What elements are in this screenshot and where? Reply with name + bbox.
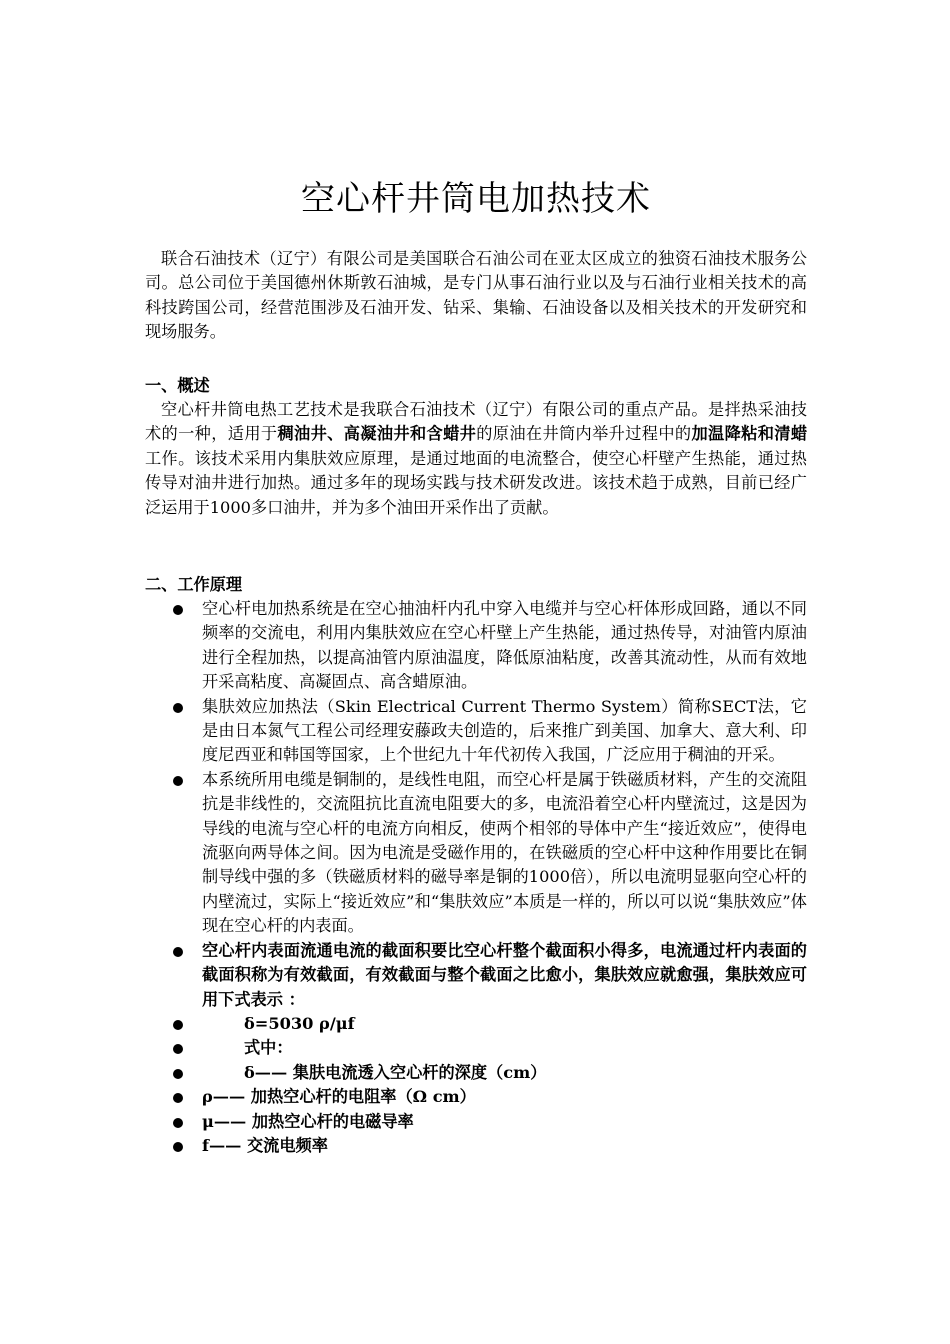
formula-line: [145, 1012, 807, 1036]
overview-highlight-wells: 稠油井、高凝油井和含蜡井: [277, 424, 477, 444]
where-text: 式中：: [244, 1038, 293, 1058]
overview-paragraph: [145, 398, 807, 520]
definition-text: μ—— 加热空心杆的电磁导率: [202, 1111, 414, 1131]
overview-text-e: 工作。该技术采用内集肤效应原理，是通过地面的电流整合，使空心杆壁产生热能，通过热传导对油井进行加热。通过多年的现场实践与技术研发改进。该技术趋于成熟，目前已经广泛运用于1000多口油井，并为多个油田开采作出了贡献。: [145, 448, 807, 517]
definition-f: [145, 1134, 807, 1158]
list-item: [145, 768, 807, 939]
section-heading-overview: 一、概述: [145, 376, 210, 395]
list-item: [145, 597, 807, 695]
list-item: [145, 695, 807, 768]
bullet-icon: [173, 605, 183, 615]
list-item-text: 集肤效应加热法（Skin Electrical Current Thermo System）简称SECT法，它是由日本氮气工程公司经理安藤政夫创造的，后来推广到美国、加拿大、意大利、印度尼西亚和韩国等国家，上个世纪九十年代初传入我国，广泛应用于稠油的开采。: [202, 696, 807, 765]
list-item: [145, 939, 807, 1012]
list-item-text: 本系统所用电缆是铜制的，是线性电阻，而空心杆是属于铁磁质材料，产生的交流阻抗是非线性的，交流阻抗比直流电阻要大的多，电流沿着空心杆内壁流过，这是因为导线的电流与空心杆的电流方向相反，使两个相邻的导体中产生“接近效应”，使得电流驱向两导体之间。因为电流是受磁作用的，在铁磁质的空心杆中这种作用要比在铜制导线中强的多（铁磁质材料的磁导率是铜的1000倍），所以电流明显驱向空心杆的内壁流过，实际上“接近效应”和“集肤效应”本质是一样的，所以可以说“集肤效应”体现在空心杆的内表面。: [202, 769, 807, 936]
definition-text: f—— 交流电频率: [202, 1135, 328, 1155]
overview-text-c: 的原油在井筒内举升过程中的: [476, 424, 692, 444]
list-item-text: 空心杆内表面流通电流的截面积要比空心杆整个截面积小得多，电流通过杆内表面的截面积称为有效截面，有效截面与整个截面之比愈小，集肤效应就愈强，集肤效应可用下式表示 ：: [202, 940, 807, 1009]
definition-mu: [145, 1110, 807, 1134]
section-heading-principle: 二、工作原理: [145, 575, 243, 594]
bullet-icon: [173, 1118, 183, 1128]
intro-paragraph: 联合石油技术（辽宁）有限公司是美国联合石油公司在亚太区成立的独资石油技术服务公司。总公司位于美国德州休斯敦石油城，是专门从事石油行业以及与石油行业相关技术的高科技跨国公司，经营范围涉及石油开发、钻采、集输、石油设备以及相关技术的开发研究和现场服务。: [145, 249, 807, 342]
list-item-text: 空心杆电加热系统是在空心抽油杆内孔中穿入电缆并与空心杆体形成回路，通以不同频率的交流电，利用内集肤效应在空心杆壁上产生热能，通过热传导，对油管内原油进行全程加热，以提高油管内原油温度，降低原油粘度，改善其流动性，从而有效地开采高粘度、高凝固点、高含蜡原油。: [202, 599, 807, 692]
bullet-icon: [173, 947, 183, 957]
definition-text: δ—— 集肤电流透入空心杆的深度（cm）: [244, 1062, 547, 1082]
bullet-icon: [173, 1069, 183, 1079]
where-line: [145, 1036, 807, 1060]
document-title: 空心杆井筒电加热技术: [301, 179, 651, 219]
formula-text: δ=5030 ρ/μf: [244, 1013, 355, 1033]
bullet-icon: [173, 776, 183, 786]
bullet-icon: [173, 1142, 183, 1152]
definition-rho: [145, 1085, 807, 1109]
bullet-icon: [173, 1020, 183, 1030]
bullet-icon: [173, 703, 183, 713]
overview-highlight-heating: 加温降粘和清蜡: [691, 424, 808, 444]
definition-delta: [145, 1061, 807, 1085]
principle-list: [145, 597, 807, 1158]
bullet-icon: [173, 1093, 183, 1103]
definition-text: ρ—— 加热空心杆的电阻率（Ω cm）: [202, 1087, 476, 1107]
overview-text-a: 空心杆井筒电热工艺技术是我联合石油技术（辽宁）有限公司的重点产品。是拌热采油技术的一种，适用于: [145, 400, 807, 444]
bullet-icon: [173, 1044, 183, 1054]
